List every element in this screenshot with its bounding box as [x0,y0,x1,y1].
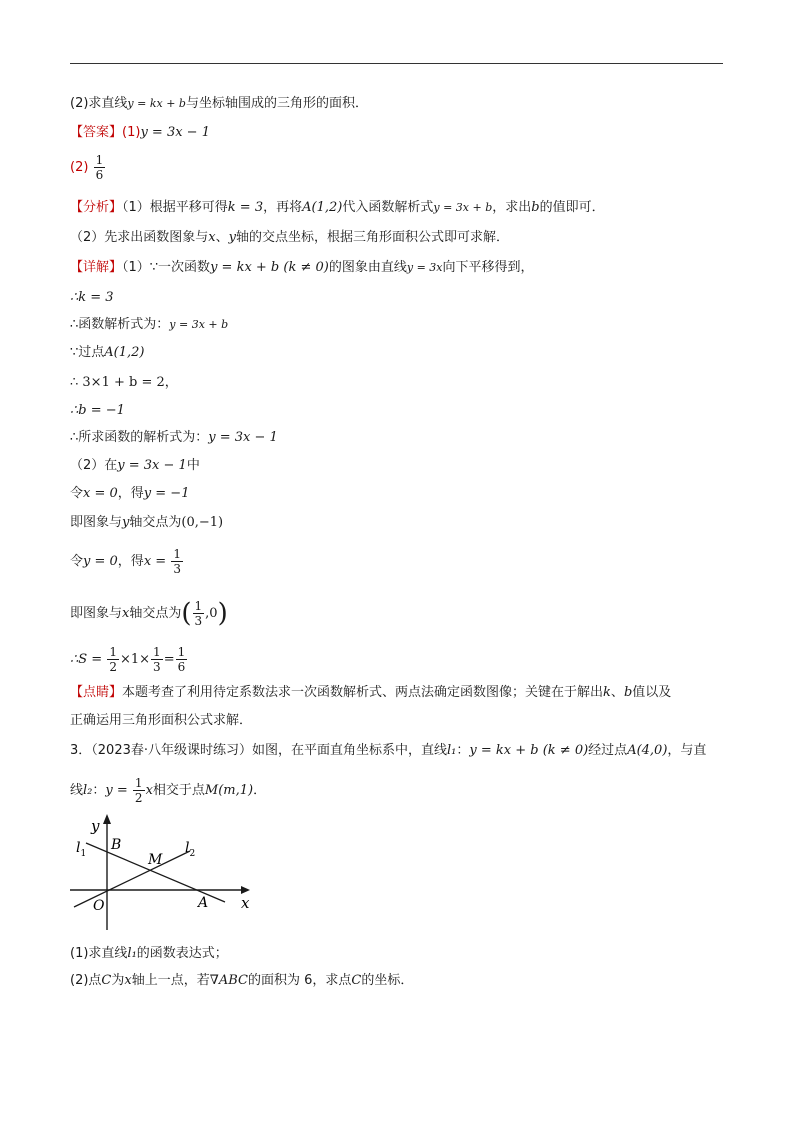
remark-tag: 【点睛】 [70,685,123,700]
math: = [163,652,175,667]
step-line [70,514,223,532]
numerator: 1 [173,547,181,561]
math: b [623,685,633,700]
math: x [122,606,130,621]
remark-line-2 [70,712,252,730]
math: y = 0 [83,554,118,569]
right-paren: ) [217,598,228,629]
text: 中 [186,458,200,473]
left-paren: ( [181,598,192,629]
step-line [70,599,228,628]
text: 3．（2023春·八年级课时练习）如图，在平面直角坐标系中，直线 [70,743,447,758]
math: y = 3x + b [433,201,493,214]
math: x [145,783,153,798]
answer-line [70,124,210,142]
numerator: 1 [95,153,104,167]
x-axis-label: x [241,894,250,912]
step-line [70,289,114,307]
text: ∵过点 [70,345,105,360]
math: k [603,685,611,700]
area-line [70,645,188,674]
detail-tag: 【详解】 [70,260,123,275]
text: (2) [70,160,89,175]
y-axis-label: y [91,817,100,835]
numerator: 1 [109,645,117,659]
line-l2 [74,851,190,907]
math: l₁ [447,743,457,758]
math: b [531,200,540,215]
text: (2)点 [70,973,102,988]
math: x [124,973,132,988]
question-2-line [70,95,368,113]
l1-letter: l [76,840,81,856]
text: 与坐标轴围成的三角形的面积． [185,96,368,111]
text: 相交于点 [152,783,205,798]
text: ∴函数解析式为： [70,317,170,332]
analysis-tag: 【分析】 [70,200,123,215]
l1-label [76,840,86,859]
detail-line-1 [70,259,534,277]
numerator: 1 [194,599,203,613]
math: y = 3x [406,261,443,274]
text: 轴交点为 [129,606,182,621]
math: l₁ [127,946,137,961]
text: (1)求直线 [70,946,128,961]
math: ×1× [119,652,151,667]
text: （2）先求出函数图象与 [70,230,209,245]
text: ． [253,783,267,798]
text: ，得 [117,554,144,569]
text: 代入函数解析式 [342,200,434,215]
math: y = 3x + b [169,318,229,331]
text: 轴交点为 [129,515,182,530]
analysis-line-1 [70,199,605,217]
fraction [133,776,145,805]
point-a-label: A [198,895,209,911]
text: 即图象与 [70,606,123,621]
origin-label: O [93,898,105,914]
math: y = [105,783,128,798]
text: 值以及 [632,685,672,700]
text: 令 [70,554,84,569]
math: M(m,1) [204,783,254,798]
math: ∴S = [70,652,103,667]
math: y = kx + b (k ≠ 0) [469,743,589,758]
denominator: 3 [194,614,203,628]
text: ，得 [117,486,144,501]
text: ∴所求函数的解析式为： [70,430,209,445]
math: C [101,973,112,988]
math: y = 3x − 1 [117,458,187,473]
math: y = −1 [143,486,190,501]
text: 轴上一点，若 [131,973,210,988]
answer-tag: 【答案】 [70,125,123,140]
l2-subscript: 2 [189,849,196,859]
l2-label [185,840,195,859]
denominator: 2 [109,660,117,674]
math: y = kx + b (k ≠ 0) [210,260,329,275]
problem-3-line-1 [70,742,706,760]
math: l₂ [83,783,93,798]
step-line [70,402,125,420]
text: 为 [111,973,125,988]
fraction [176,645,188,674]
text: 令 [70,486,84,501]
text: ： [92,783,106,798]
remark-line-1 [70,684,671,702]
denominator: 6 [177,660,186,674]
math: x = 0 [83,486,118,501]
text: ，求出 [492,200,532,215]
text: ，再将 [263,200,303,215]
text: ，与直 [667,743,707,758]
math: C [351,973,362,988]
fraction [171,547,183,576]
answer-2-line [70,153,106,182]
analysis-line-2 [70,229,509,247]
math: A(1,2) [302,200,343,215]
text: 即图象与 [70,515,123,530]
text: 的图象由直线 [328,260,407,275]
step-line [70,374,178,392]
header-rule [70,63,723,64]
math: ∇ABC [209,973,248,988]
math: A(1,2) [104,345,145,360]
math: x [208,230,216,245]
fraction [107,645,119,674]
fraction [151,645,163,674]
math: y = kx + b [127,97,186,110]
math: ∴ 3×1 + b = 2， [70,375,178,390]
math: y [228,230,236,245]
math: y = 3x − 1 [140,125,210,140]
text: 正确运用三角形面积公式求解． [70,713,253,728]
text: （2）在 [70,458,118,473]
sub-question-1 [70,945,228,963]
math: (0,−1) [181,515,224,530]
coordinate-figure [68,810,258,935]
point-m-label: M [148,852,163,868]
y-axis-arrow [103,814,111,824]
point-b-label: B [111,837,122,853]
numerator: 1 [177,645,186,659]
x-axis-arrow [241,886,250,894]
text: ： [456,743,470,758]
text: 的坐标． [361,973,414,988]
step-line [70,429,278,447]
text: （1）∵一次函数 [122,260,211,275]
text: 、 [610,685,624,700]
text: 线 [70,783,84,798]
math: y [122,515,130,530]
text: 的面积为 6，求点 [247,973,352,988]
step-line [70,485,189,503]
math: y = 3x − 1 [208,430,278,445]
step-line [70,316,228,334]
denominator: 3 [173,562,181,576]
denominator: 2 [134,791,143,805]
problem-3-line-2 [70,776,266,805]
text: （1）根据平移可得 [122,200,228,215]
l1-subscript: 1 [80,849,87,859]
denominator: 6 [95,168,104,182]
math: A(4,0) [627,743,668,758]
text: (1) [122,125,141,140]
text: 、 [215,230,229,245]
denominator: 3 [153,660,161,674]
math: ∴k = 3 [70,290,114,305]
fraction [193,599,205,628]
numerator: 1 [153,645,161,659]
step-line [70,457,200,475]
text: 经过点 [588,743,628,758]
text: 的值即可． [539,200,605,215]
step-line [70,344,145,362]
numerator: 1 [134,776,143,790]
math: x = [143,554,167,569]
text: 的函数表达式； [136,946,228,961]
sub-question-2 [70,972,413,990]
math: ,0 [205,606,218,621]
fraction [94,153,106,182]
l2-letter: l [185,840,190,856]
step-line [70,547,184,576]
text: 轴的交点坐标，根据三角形面积公式即可求解． [236,230,510,245]
text: (2)求直线 [70,96,128,111]
math: ∴b = −1 [70,403,125,418]
math: k = 3 [227,200,264,215]
text: 本题考查了利用待定系数法求一次函数解析式、两点法确定函数图像；关键在于解出 [122,685,604,700]
text: 向下平移得到， [442,260,534,275]
